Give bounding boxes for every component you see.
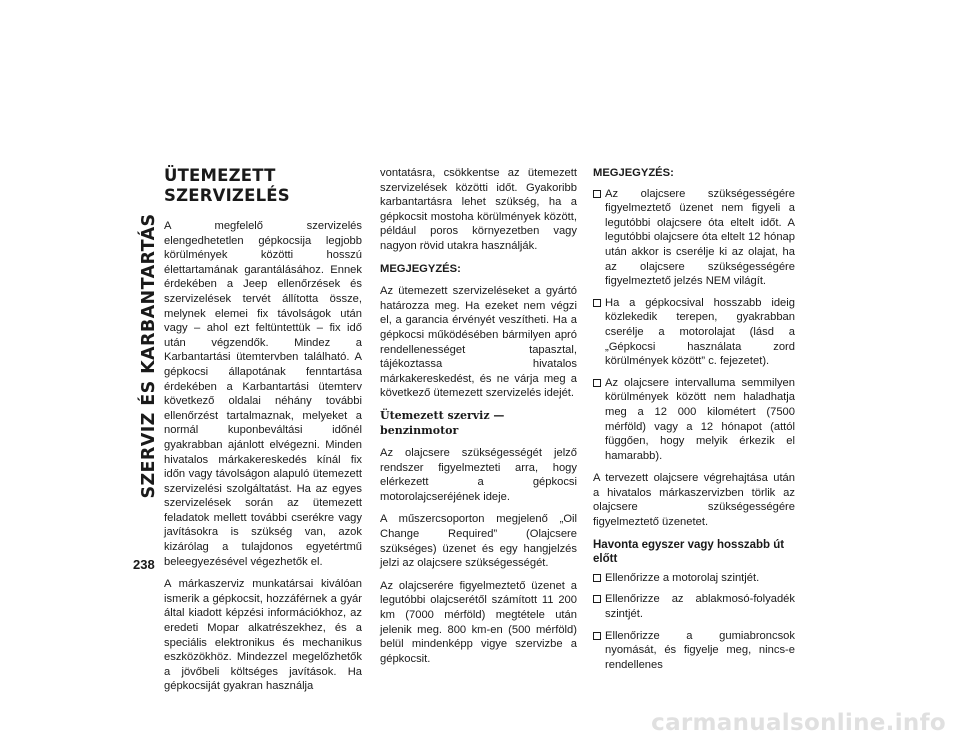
list-item-text: Ha a gépkocsival hosszabb ideig közlekedik terepen, gyakrabban cserélje a motorolajat (lásd a „Gépkocsi használata zord körülmények között” c. fejezetet). <box>605 296 795 368</box>
note-list <box>593 187 795 464</box>
list-item <box>593 296 795 369</box>
list-item <box>593 187 795 289</box>
checkbox-bullet-icon <box>593 574 601 582</box>
watermark: carmanualsonline.info <box>651 710 946 736</box>
checkbox-bullet-icon <box>593 190 601 198</box>
list-item-text: Ellenőrizze az ablakmosó-folyadék szintjét. <box>605 593 795 621</box>
note-title: MEGJEGYZÉS: <box>380 262 461 275</box>
list-item-text: Az olajcsere intervalluma semmilyen körülmények között nem haladhatja meg a 12 000 kilométert (7500 mérföld) vagy a 12 hónapot (attól függően, hogy melyik érkezik el hamarabb). <box>605 376 795 462</box>
page-number: 238 <box>133 557 155 572</box>
paragraph: A márkaszerviz munkatársai kiválóan ismerik a gépkocsit, hozzáférnek a gyár által kiadott képzési információkhoz, az eredeti Mopar alkatrészekhez, és a speciális elektronikus és mechanikus eszközökhöz. Mindezzel megelőzhetők a jövőbeli költséges javítások. Ha gépkocsiját gyakran használja <box>164 578 362 693</box>
list-item <box>593 592 795 621</box>
checkbox-bullet-icon <box>593 299 601 307</box>
list-item-text: Az olajcsere szükségességére figyelmeztető üzenet nem figyeli a legutóbbi olajcsere óta eltelt időt. A legutóbbi olajcsere óta eltelt 12 hónap után akkor is cserélje ki az olajat, ha az olajcsere szükségességére figyelmeztető jelzés NEM világít. <box>605 187 795 288</box>
checkbox-bullet-icon <box>593 595 601 603</box>
paragraph: vontatásra, csökkentse az ütemezett szervizelések közötti időt. Gyakoribb karbantartásra lehet szükség, ha a gépkocsit mostoha körülmények között, például poros környezetben vagy nagyon rövid utakra használják. <box>380 167 577 252</box>
section-heading: ÜTEMEZETT SZERVIZELÉS <box>164 166 290 205</box>
column-3 <box>593 166 795 680</box>
subsection-heading: Ütemezett szerviz — benzinmotor <box>380 408 505 437</box>
list-item <box>593 571 795 586</box>
paragraph: A megfelelő szervizelés elengedhetetlen gépkocsija legjobb körülmények közötti hosszú élettartamának garantálásához. Ennek érdekében a Jeep ellenőrzések és szervizelések tervét állította össze, melynek elemei fix távolságok után vagy – ahol ezt feltüntettük – fix idő után végzendők. Mindez a Karbantartási ütemtervben található. A gépkocsi állapotának fenntartása érdekében a Karbantartási ütemterv következő oldalai néhány további ellenőrzést tartalmaznak, melyeket a normál kuponbeváltási időnél gyakrabban ajánlott elvégezni. Minden hivatalos márkakereskedés kínál fix időn vagy távolságon alapuló ütemezett szervizelési szolgáltatást. Ha az egyes szervizelések során az ütemezett feladatok mellett további cserékre vagy javításokra is szükség van, azok kizárólag a tulajdonos egyetértmű beleegyezésével végezhetők el. <box>164 220 362 568</box>
chapter-side-title <box>136 162 162 550</box>
subsection-heading: Havonta egyszer vagy hosszabb út előtt <box>593 538 785 566</box>
paragraph: Az olajcserére figyelmeztető üzenet a legutóbbi olajcserétől számított 11 200 km (7000 mérföld) megtétele után jelenik meg. 800 km-en (500 mérföld) belül mindenképp vigye szervizbe a gépkocsit. <box>380 579 577 665</box>
note-title: MEGJEGYZÉS: <box>593 167 674 179</box>
checkbox-bullet-icon <box>593 632 601 640</box>
chapter-side-title-text: SZERVIZ ÉS KARBANTARTÁS <box>139 213 159 499</box>
paragraph: A műszercsoporton megjelenő „Oil Change Required” (Olajcsere szükséges) üzenet és egy hangjelzés jelzi az olajcsere szükségességét. <box>380 513 577 570</box>
column-2 <box>380 166 577 674</box>
checkbox-bullet-icon <box>593 379 601 387</box>
list-item-text: Ellenőrizze a motorolaj szintjét. <box>605 571 760 584</box>
note-text: Az ütemezett szervizeléseket a gyártó határozza meg. Ha ezeket nem végzi el, a garancia érvényét veszítheti. Ha a gépkocsi működésében bármilyen apró rendellenességet tapasztal, tájékoztassa hivatalos márkakereskedést, és ne várja meg a következő ütemezett szervizelés idejét. <box>380 285 577 400</box>
check-list <box>593 571 795 673</box>
column-1 <box>164 166 362 702</box>
list-item <box>593 376 795 464</box>
list-item <box>593 629 795 673</box>
paragraph: Az olajcsere szükségességét jelző rendszer figyelmezteti arra, hogy elérkezett a gépkocsi motorolajcseréjének ideje. <box>380 447 577 503</box>
paragraph: A tervezett olajcsere végrehajtása után a hivatalos márkaszervizben törlik az olajcsere szükségességére figyelmeztető üzenetet. <box>593 472 795 529</box>
list-item-text: Ellenőrizze a gumiabroncsok nyomását, és figyelje meg, nincs-e rendellenes <box>605 629 795 671</box>
